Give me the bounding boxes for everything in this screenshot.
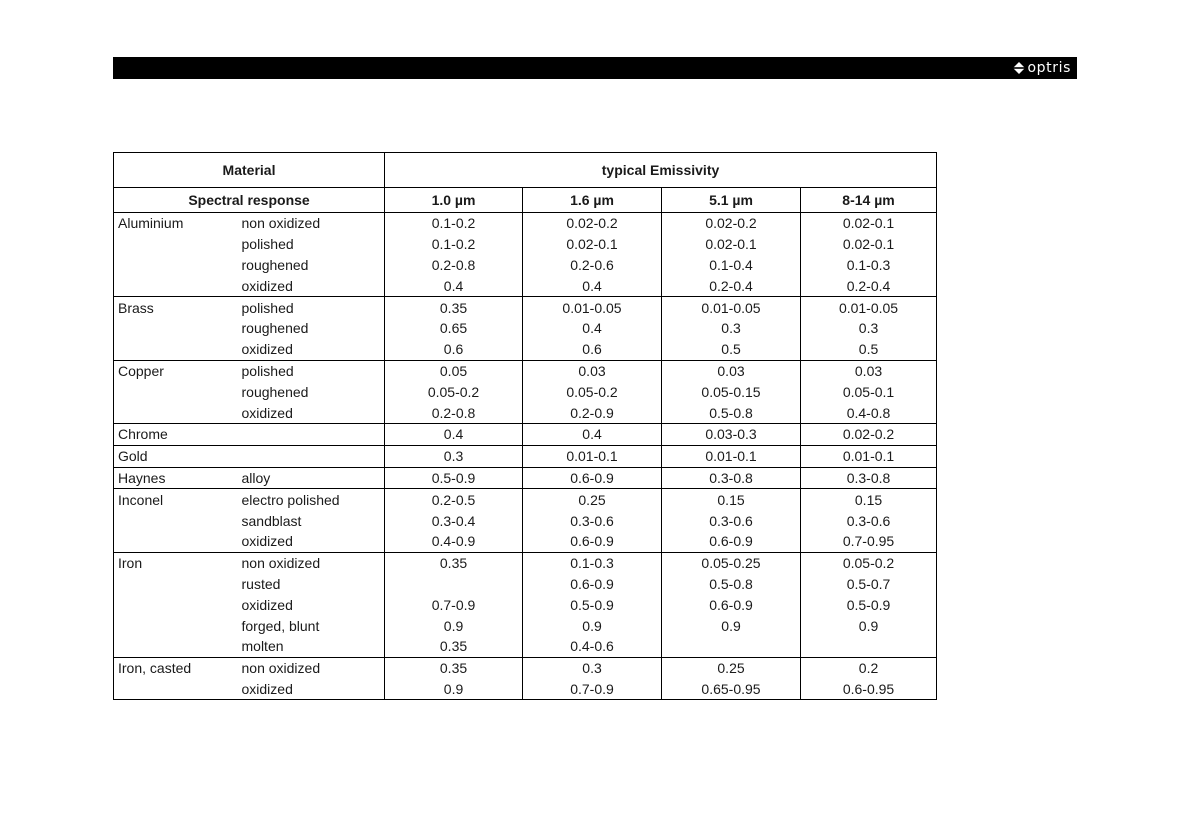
material-variant: polished (238, 360, 385, 381)
emissivity-value (385, 574, 523, 595)
table-row (114, 489, 937, 510)
emissivity-value: 0.3 (385, 445, 523, 467)
material-name: Copper (114, 360, 238, 381)
table-row (114, 657, 937, 678)
emissivity-value: 0.9 (523, 615, 662, 636)
material-name: Brass (114, 297, 238, 318)
emissivity-value: 0.03-0.3 (662, 423, 801, 445)
emissivity-value: 0.4 (385, 423, 523, 445)
emissivity-value: 0.05-0.2 (801, 552, 937, 573)
emissivity-value: 0.25 (662, 657, 801, 678)
material-name: Aluminium (114, 213, 238, 234)
emissivity-value: 0.35 (385, 552, 523, 573)
material-variant: non oxidized (238, 552, 385, 573)
material-name (114, 531, 238, 552)
emissivity-value: 0.3-0.8 (801, 467, 937, 489)
emissivity-value: 0.02-0.1 (801, 234, 937, 255)
material-name: Iron, casted (114, 657, 238, 678)
emissivity-value: 0.1-0.2 (385, 213, 523, 234)
material-name (114, 339, 238, 360)
emissivity-value: 0.2-0.6 (523, 255, 662, 276)
emissivity-value: 0.6-0.95 (801, 679, 937, 700)
emissivity-value: 0.35 (385, 636, 523, 657)
emissivity-value: 0.5-0.9 (385, 467, 523, 489)
material-name: Inconel (114, 489, 238, 510)
wavelength-header: 8-14 µm (801, 188, 937, 213)
emissivity-value: 0.35 (385, 297, 523, 318)
table-row (114, 402, 937, 423)
emissivity-value: 0.02-0.2 (801, 423, 937, 445)
table-row (114, 552, 937, 573)
emissivity-value: 0.9 (662, 615, 801, 636)
emissivity-value: 0.5-0.8 (662, 574, 801, 595)
emissivity-value: 0.02-0.1 (801, 213, 937, 234)
emissivity-value: 0.9 (801, 615, 937, 636)
emissivity-value: 0.2-0.9 (523, 402, 662, 423)
emissivity-value: 0.1-0.2 (385, 234, 523, 255)
emissivity-value: 0.02-0.1 (662, 234, 801, 255)
emissivity-value: 0.65-0.95 (662, 679, 801, 700)
emissivity-table (113, 152, 937, 700)
material-variant: oxidized (238, 339, 385, 360)
material-name (114, 275, 238, 296)
emissivity-value: 0.03 (801, 360, 937, 381)
emissivity-header: typical Emissivity (385, 153, 937, 188)
emissivity-value: 0.4 (523, 318, 662, 339)
brand-name: optris (1027, 60, 1071, 76)
emissivity-value: 0.4 (523, 275, 662, 296)
table-row (114, 467, 937, 489)
material-variant: alloy (238, 467, 385, 489)
emissivity-table-body (114, 213, 937, 700)
material-variant (238, 423, 385, 445)
emissivity-value: 0.9 (385, 615, 523, 636)
emissivity-value: 0.7-0.9 (385, 594, 523, 615)
emissivity-value: 0.1-0.3 (801, 255, 937, 276)
material-variant: forged, blunt (238, 615, 385, 636)
table-row (114, 679, 937, 700)
emissivity-value: 0.6 (523, 339, 662, 360)
emissivity-value (662, 636, 801, 657)
emissivity-value: 0.01-0.05 (801, 297, 937, 318)
material-name (114, 381, 238, 402)
emissivity-value: 0.05-0.1 (801, 381, 937, 402)
emissivity-value: 0.2-0.8 (385, 255, 523, 276)
material-variant: electro polished (238, 489, 385, 510)
emissivity-value: 0.02-0.1 (523, 234, 662, 255)
table-row (114, 275, 937, 296)
emissivity-value: 0.5 (662, 339, 801, 360)
emissivity-value: 0.01-0.05 (523, 297, 662, 318)
emissivity-value: 0.2-0.4 (801, 275, 937, 296)
emissivity-value: 0.5 (801, 339, 937, 360)
material-variant: oxidized (238, 402, 385, 423)
emissivity-value: 0.01-0.1 (662, 445, 801, 467)
material-variant: oxidized (238, 679, 385, 700)
header-row-material (114, 153, 937, 188)
table-row (114, 255, 937, 276)
emissivity-value: 0.05-0.2 (523, 381, 662, 402)
emissivity-value: 0.5-0.7 (801, 574, 937, 595)
material-name: Haynes (114, 467, 238, 489)
material-header: Material (114, 153, 385, 188)
table-row (114, 615, 937, 636)
material-name: Iron (114, 552, 238, 573)
material-name (114, 615, 238, 636)
material-variant: oxidized (238, 275, 385, 296)
spectral-response-label: Spectral response (114, 188, 385, 213)
emissivity-value: 0.2-0.4 (662, 275, 801, 296)
emissivity-value: 0.03 (662, 360, 801, 381)
material-name: Gold (114, 445, 238, 467)
header-bar (113, 57, 1077, 79)
emissivity-value: 0.4 (385, 275, 523, 296)
emissivity-value: 0.01-0.1 (523, 445, 662, 467)
emissivity-value: 0.01-0.1 (801, 445, 937, 467)
material-variant: polished (238, 297, 385, 318)
table-row (114, 445, 937, 467)
emissivity-value: 0.1-0.4 (662, 255, 801, 276)
emissivity-value: 0.3-0.6 (801, 510, 937, 531)
material-variant (238, 445, 385, 467)
emissivity-value: 0.6-0.9 (523, 574, 662, 595)
table-row (114, 510, 937, 531)
material-variant: oxidized (238, 594, 385, 615)
material-variant: oxidized (238, 531, 385, 552)
emissivity-value: 0.02-0.2 (662, 213, 801, 234)
emissivity-value (801, 636, 937, 657)
emissivity-value: 0.3 (801, 318, 937, 339)
material-variant: sandblast (238, 510, 385, 531)
table-row (114, 234, 937, 255)
emissivity-value: 0.5-0.9 (801, 594, 937, 615)
emissivity-value: 0.2 (801, 657, 937, 678)
material-name (114, 594, 238, 615)
material-variant: roughened (238, 255, 385, 276)
emissivity-value: 0.3 (523, 657, 662, 678)
emissivity-value: 0.05-0.2 (385, 381, 523, 402)
material-name (114, 318, 238, 339)
wavelength-header: 5.1 µm (662, 188, 801, 213)
emissivity-value: 0.2-0.5 (385, 489, 523, 510)
material-name (114, 510, 238, 531)
emissivity-value: 0.5-0.9 (523, 594, 662, 615)
emissivity-value: 0.9 (385, 679, 523, 700)
material-variant: non oxidized (238, 213, 385, 234)
emissivity-value: 0.3-0.6 (523, 510, 662, 531)
emissivity-value: 0.6 (385, 339, 523, 360)
material-name (114, 255, 238, 276)
material-variant: polished (238, 234, 385, 255)
brand-logo (1012, 59, 1071, 77)
emissivity-value: 0.2-0.8 (385, 402, 523, 423)
emissivity-value: 0.3 (662, 318, 801, 339)
material-name (114, 402, 238, 423)
emissivity-value: 0.7-0.9 (523, 679, 662, 700)
table-row (114, 297, 937, 318)
emissivity-value: 0.15 (662, 489, 801, 510)
table-row (114, 594, 937, 615)
emissivity-value: 0.01-0.05 (662, 297, 801, 318)
table-row (114, 574, 937, 595)
optris-diamond-icon (1012, 61, 1026, 75)
emissivity-value: 0.02-0.2 (523, 213, 662, 234)
emissivity-value: 0.4-0.8 (801, 402, 937, 423)
material-variant: molten (238, 636, 385, 657)
table-row (114, 318, 937, 339)
material-name (114, 574, 238, 595)
emissivity-value: 0.6-0.9 (662, 594, 801, 615)
material-variant: rusted (238, 574, 385, 595)
table-row (114, 531, 937, 552)
emissivity-value: 0.7-0.95 (801, 531, 937, 552)
emissivity-value: 0.4-0.9 (385, 531, 523, 552)
emissivity-value: 0.3-0.6 (662, 510, 801, 531)
material-variant: roughened (238, 318, 385, 339)
emissivity-table-container (113, 152, 936, 697)
wavelength-header: 1.0 µm (385, 188, 523, 213)
emissivity-value: 0.35 (385, 657, 523, 678)
material-name: Chrome (114, 423, 238, 445)
emissivity-value: 0.05-0.15 (662, 381, 801, 402)
table-row (114, 213, 937, 234)
emissivity-value: 0.03 (523, 360, 662, 381)
emissivity-value: 0.6-0.9 (662, 531, 801, 552)
emissivity-value: 0.3-0.4 (385, 510, 523, 531)
header-row-spectral (114, 188, 937, 213)
table-row (114, 339, 937, 360)
emissivity-value: 0.4-0.6 (523, 636, 662, 657)
emissivity-value: 0.5-0.8 (662, 402, 801, 423)
emissivity-value: 0.3-0.8 (662, 467, 801, 489)
emissivity-value: 0.05 (385, 360, 523, 381)
emissivity-value: 0.1-0.3 (523, 552, 662, 573)
emissivity-value: 0.65 (385, 318, 523, 339)
table-row (114, 381, 937, 402)
material-name (114, 234, 238, 255)
emissivity-value: 0.6-0.9 (523, 531, 662, 552)
emissivity-value: 0.15 (801, 489, 937, 510)
material-name (114, 679, 238, 700)
emissivity-value: 0.05-0.25 (662, 552, 801, 573)
table-row (114, 636, 937, 657)
material-name (114, 636, 238, 657)
table-row (114, 423, 937, 445)
emissivity-value: 0.4 (523, 423, 662, 445)
emissivity-value: 0.6-0.9 (523, 467, 662, 489)
material-variant: non oxidized (238, 657, 385, 678)
emissivity-value: 0.25 (523, 489, 662, 510)
table-row (114, 360, 937, 381)
wavelength-header: 1.6 µm (523, 188, 662, 213)
material-variant: roughened (238, 381, 385, 402)
